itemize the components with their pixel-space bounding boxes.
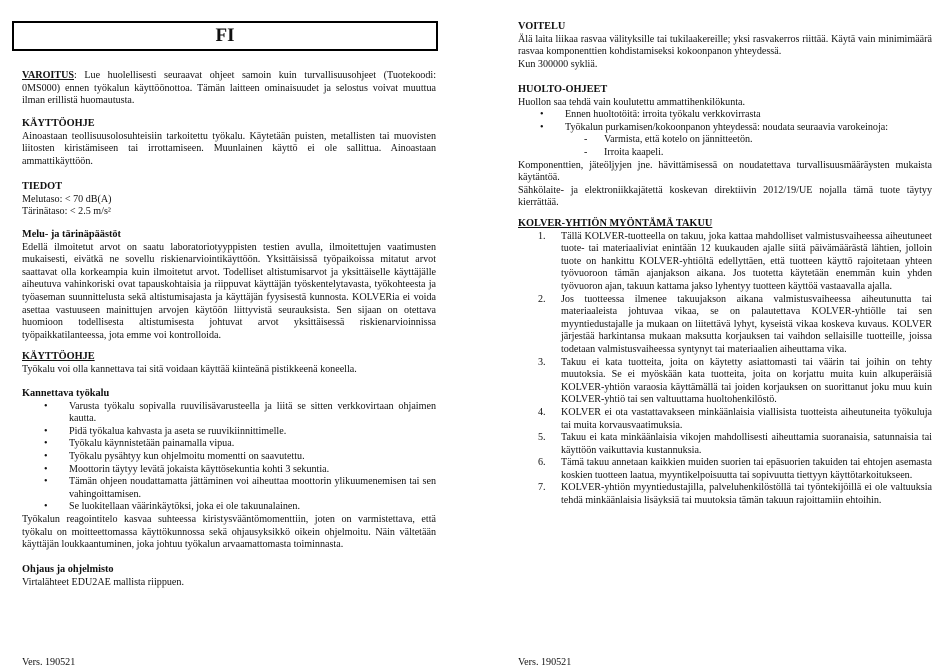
list-number: 1. bbox=[538, 230, 546, 242]
list-item bbox=[518, 231, 932, 294]
portable-heading: Kannettava työkalu bbox=[22, 388, 110, 399]
vibration-level: Tärinätaso: < 2.5 m/s² bbox=[22, 206, 111, 218]
list-item: • Moottorin täytyy levätä jokaista käyttösekuntia kohti 3 sekuntia. bbox=[22, 464, 436, 477]
weee-text: Sähkölaite- ja elektroniikkajätettä koskevan direktiivin 2012/19/UE nojalla tämä tuote täytyy kierrättää. bbox=[518, 184, 932, 209]
language-code-box bbox=[12, 21, 438, 51]
list-item bbox=[518, 407, 932, 432]
usage2-text: Työkalu voi olla kannettava tai sitä voidaan käyttää kiinteänä pistikkeenä koneella. bbox=[22, 363, 357, 375]
lubrication-heading: VOITELU bbox=[518, 21, 566, 32]
data-heading: TIEDOT bbox=[22, 181, 63, 192]
list-text: Takuu ei kata tuotteita, joita on käytetty asiattomasti tai väärin tai joihin on tehty muutoksia. Se ei myöskään kata tuotteita, joita on korjattu muita kuin alkuperäisiä KOLVER-yhtiön varaosia käyttämällä tai joiden korjauksen on suorittanut joku muu kuin KOLVER-yhtiö tai sen valtuuttama huoltohenkilöstö. bbox=[561, 356, 932, 406]
maintenance-heading: HUOLTO-OHJEET bbox=[518, 84, 608, 95]
list-text: KOLVER ei ota vastattavakseen minkäänlaisia viallisista tuotteista aiheutuneita työkuluja tai muita korvausvaatimuksia. bbox=[561, 406, 932, 431]
warning-section bbox=[22, 70, 436, 108]
emissions-heading: Melu- ja tärinäpäästöt bbox=[22, 229, 121, 240]
list-number: 2. bbox=[538, 293, 546, 305]
usage2-heading: KÄYTTÖOHJE bbox=[22, 351, 95, 362]
noise-level: Melutaso: < 70 dB(A) bbox=[22, 193, 112, 205]
maintenance-section bbox=[518, 84, 932, 210]
list-text: Tällä KOLVER-tuotteella on takuu, joka kattaa mahdolliset valmistusvaiheessa aiheutuneet tuote- tai materiaaliviat enintään 12 kuukauden ajalle siitä päivämäärästä lähtien, jolloin tuote on hankittu KOLVER-yhtiöltä edellyttäen, että tuotteen käyttö rajoitetaan yhteen työvuoroon tämän ajanjakson aikana. Jos tuotetta käytetään enemmän kuin yhden työvuoron ajan, takuun kattama jakso lyhentyy tuotteen käyttöä vastaavalla ajalla. bbox=[561, 230, 932, 292]
usage-section bbox=[22, 118, 436, 168]
portable-section bbox=[22, 388, 436, 552]
language-code: FI bbox=[215, 25, 235, 46]
list-number: 6. bbox=[538, 457, 546, 469]
data-section bbox=[22, 181, 436, 219]
list-item: • Pidä työkalua kahvasta ja aseta se ruuvikiinnittimelle. bbox=[22, 426, 436, 439]
list-item: - Irroita kaapeli. bbox=[518, 147, 932, 160]
list-number: 4. bbox=[538, 406, 546, 418]
list-number: 7. bbox=[538, 482, 546, 494]
warning-text: : Lue huolellisesti seuraavat ohjeet samoin kuin turvallisuusohjeet (Tuotekoodi: 0MS000) ennen työkalun käyttöönottoa. Tämän laitteen ominaisuudet ja selostus voivat muuttua ilman erillistä huomautusta. bbox=[22, 70, 436, 107]
emissions-text: Edellä ilmoitetut arvot on saatu laboratoriotyyppisten testien avulla, ilmoitettujen vaatimusten mukaisesti, eivätkä ne sovellu riskienarviointikäyttöön. Yksittäisissä työpaikoissa mitatut arvot saattavat olla korkeampia kuin ilmoitetut arvot. Todelliset altistumisarvot ja yksittäiselle käyttäjälle aiheutuva vahinkoriski ovat tapauskohtaisia ja riippuvat käyttäjän työskentelytavasta, työkohteesta ja työaseman suunnittelusta sekä altistumisajasta ja käyttäjän fyysisestä kunnosta. KOLVERia ei voida asettaa vastuuseen mainittujen arvojen käytöön liittyvistä seurauksista. Sen sijaan on otettava huomioon todellisesta altistumisesta johtuvat arvot yksittäisessä riskienarvioinnissa työpaikkatilanteessa, jota emme voi kontrolloida. bbox=[22, 241, 436, 341]
lubrication-cycles: Kun 300000 sykliä. bbox=[518, 58, 598, 70]
usage-text: Ainoastaan teollisuusolosuhteisiin tarkoitettu työkalu. Käytetään puisten, metallisten tai muovisten liitosten kiristämiseen tai irrottamiseen. Muunlainen käyttö ei ole sallittua. Ainoastaan ammattikäyttöön. bbox=[22, 130, 436, 167]
list-item bbox=[518, 432, 932, 457]
maintenance-intro: Huollon saa tehdä vain koulutettu ammattihenkilökunta. bbox=[518, 96, 746, 108]
warranty-section bbox=[518, 218, 932, 508]
list-item: • Työkalun purkamisen/kokoonpanon yhteydessä: noudata seuraavia varokeinoja: bbox=[518, 122, 932, 135]
list-item bbox=[518, 482, 932, 507]
control-heading: Ohjaus ja ohjelmisto bbox=[22, 564, 114, 575]
footer-version-right: Vers. 190521 bbox=[518, 657, 572, 668]
list-item: • Ennen huoltotöitä: irroita työkalu verkkovirrasta bbox=[518, 109, 932, 122]
list-text: KOLVER-yhtiön myyntiedustajilla, palveluhenkilöstöllä tai työntekijöillä ei ole valtuuksia tehdä minkäänlaisia lisäyksiä tai muutoksia tämän takuun rajoittamiin ehtoihin. bbox=[561, 482, 932, 507]
list-number: 5. bbox=[538, 432, 546, 444]
maintenance-sublist bbox=[518, 134, 932, 159]
list-text: Tämä takuu annetaan kaikkien muiden suorien tai epäsuorien takuiden tai ehtojen asemasta koskien tuotteen laatua, myyntikelpoisuutta tai sopivuutta tiettyyn käyttötarkoitukseen. bbox=[561, 457, 932, 481]
list-item bbox=[518, 357, 932, 407]
list-text: Takuu ei kata minkäänlaisia vikojen mahdollisesti aiheuttamia suoranaisia, satunnaisia tai käyttöön vaikuttavia kustannuksia. bbox=[561, 432, 932, 456]
list-text: Jos tuotteessa ilmenee takuujakson aikana valmistusvaiheessa aiheutunutta tai materiaaleista johtuvaa vikaa, se on palautettava KOLVER-yhtiölle tai sen myyntiedustajalle ja mukaan on liitettävä lyhyt, kyseistä vikaa koskeva kuvaus. KOLVER järjestää harkintansa mukaan maksutta korjauksen tai vaihdon sellaisille tuotteille, joissa todetaan valmistusvaiheessa syntynyt tai materiaalien aiheuttama vika. bbox=[561, 293, 932, 355]
warning-paragraph bbox=[22, 70, 436, 108]
emissions-section bbox=[22, 229, 436, 342]
list-item: - Varmista, että kotelo on jännitteetön. bbox=[518, 134, 932, 147]
portable-after-text: Työkalun reagointitelo kasvaa suhteessa kiristysvääntömomenttiin, joten on varmistettava, että työkalu on moitteettomassa käyttökunnossa sekä ohjausyksikkö oikein ohjelmoitu. Näin vältetään käyttäjän loukkaantuminen, joka johtuu työkalun arvaamattomasta toiminnasta. bbox=[22, 513, 436, 551]
warning-label: VAROITUS bbox=[22, 70, 74, 81]
list-item: • Se luokitellaan väärinkäytöksi, joka ei ole takuunalainen. bbox=[22, 501, 436, 514]
usage-heading: KÄYTTÖOHJE bbox=[22, 118, 95, 129]
list-number: 3. bbox=[538, 356, 546, 368]
control-text: Virtalähteet EDU2AE mallista riippuen. bbox=[22, 576, 184, 588]
lubrication-section bbox=[518, 21, 932, 71]
portable-list bbox=[22, 401, 436, 514]
control-section bbox=[22, 564, 436, 589]
list-item: • Tämän ohjeen noudattamatta jättäminen voi aiheuttaa moottorin ylikuumenemisen tai sen vahingoittamisen. bbox=[22, 476, 436, 501]
warranty-list bbox=[518, 231, 932, 508]
maintenance-list bbox=[518, 109, 932, 134]
usage2-section bbox=[22, 351, 436, 376]
footer-version-left: Vers. 190521 bbox=[22, 657, 76, 668]
list-item: • Työkalu pysähtyy kun ohjelmoitu momentti on saavutettu. bbox=[22, 451, 436, 464]
list-item bbox=[518, 457, 932, 482]
lubrication-text: Älä laita liikaa rasvaa välityksille tai tukilaakereille; yksi rasvakerros riittää. Käytä vain minimimäärä rasvaa komponenttien kohdistamiseksi kokoonpanon yhteydessä. bbox=[518, 33, 932, 58]
disposal-text: Komponenttien, jäteöljyjen jne. hävittämisessä on noudatettava turvallisuusmääräysten mukaista käytäntöä. bbox=[518, 159, 932, 184]
list-item bbox=[518, 294, 932, 357]
list-item: • Työkalu käynnistetään painamalla vipua. bbox=[22, 438, 436, 451]
warranty-heading: KOLVER-YHTIÖN MYÖNTÄMÄ TAKUU bbox=[518, 218, 713, 229]
list-item: • Varusta työkalu sopivalla ruuvilisävarusteella ja liitä se sitten verkkovirtaan ohjaimen kautta. bbox=[22, 401, 436, 426]
